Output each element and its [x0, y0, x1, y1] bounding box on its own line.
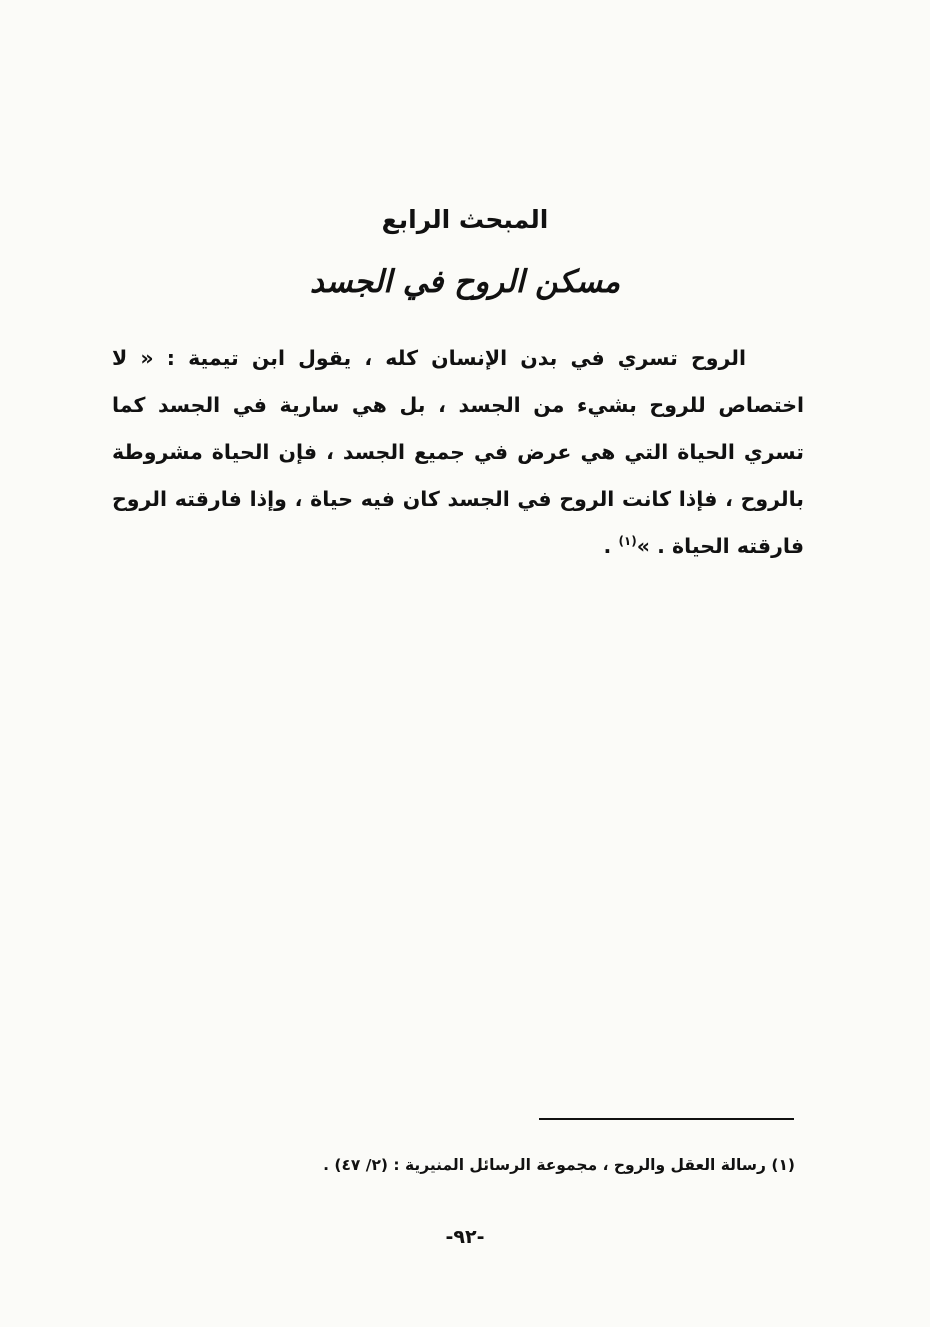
paragraph-end: . — [603, 534, 619, 558]
page-number: -٩٢- — [445, 1226, 485, 1248]
paragraph-text: الروح تسري في بدن الإنسان كله ، يقول ابن تيمية : « لا اختصاص للروح بشيء من الجسد ، بل هي سارية في الجسد كما تسري الحياة التي هي عرض في جميع الجسد ، فإن الحياة مشروطة بالروح ، فإذا كانت الروح في الجسد كان فيه حياة ، وإذا فارقته الروح فارقته الحياة . » — [112, 346, 804, 558]
section-title: مسكن الروح في الجسد — [309, 264, 621, 300]
footnote-divider — [539, 1118, 794, 1120]
body-paragraph — [112, 335, 804, 570]
footnote: (١) رسالة العقل والروح ، مجموعة الرسائل المنيرية : (٢/ ٤٧) . — [323, 1156, 795, 1174]
footnote-reference[interactable]: (١) — [618, 534, 637, 549]
section-heading: المبحث الرابع — [381, 205, 549, 234]
body-paragraph-block — [112, 335, 804, 570]
